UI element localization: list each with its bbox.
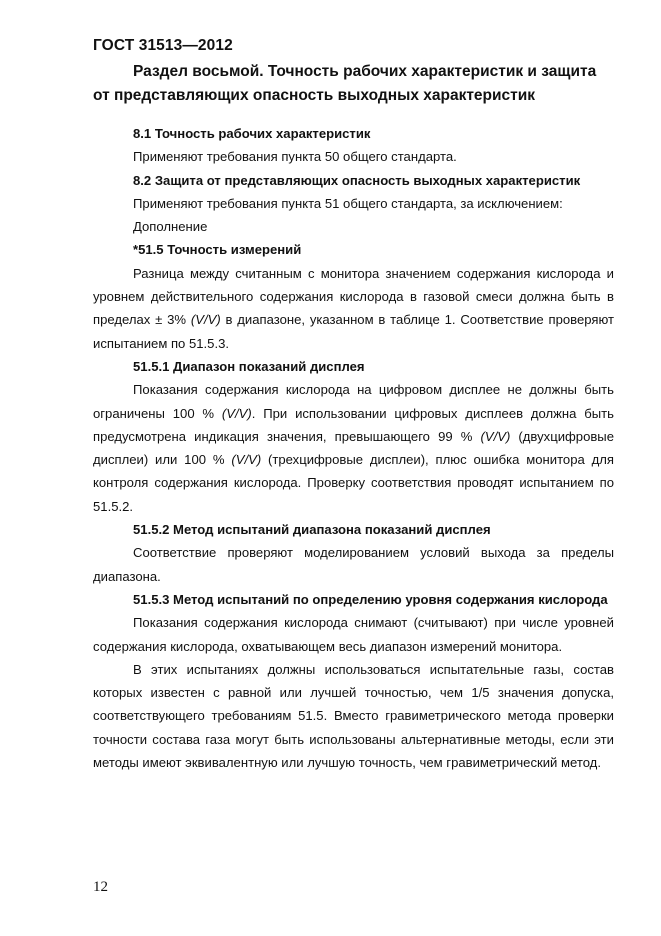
section-title-line-2: от представляющих опасность выходных характеристик xyxy=(93,87,536,104)
clause-51-5-3-heading: 51.5.3 Метод испытаний по определению уровня содержания кислорода xyxy=(133,591,608,607)
clause-51-5-1-text xyxy=(93,378,614,518)
clause-8-1-text: Применяют требования пункта 50 общего стандарта. xyxy=(133,149,457,165)
clause-51-5-1-text-part: (трехцифровые дисплеи), плюс ошибка монитора для контроля содержания кислорода. Проверку соответствия проводят испытанием по 51.5.2. xyxy=(93,452,614,514)
clause-8-2-text: Применяют требования пункта 51 общего стандарта, за исключением: xyxy=(133,195,563,211)
clause-51-5-2-text: Соответствие проверяют моделированием условий выхода за пределы диапазона. xyxy=(93,545,614,584)
clause-51-5-1-text-part: (двухцифровые дисплеи) или 100 % xyxy=(93,428,614,468)
unit-volume-fraction: (V/V) xyxy=(231,452,262,468)
unit-volume-fraction: (V/V) xyxy=(221,405,252,421)
clause-8-1-heading: 8.1 Точность рабочих характеристик xyxy=(133,126,371,141)
clause-51-5-heading: *51.5 Точность измерений xyxy=(133,242,302,258)
clause-8-2-heading: 8.2 Защита от представляющих опасность выходных характеристик xyxy=(133,172,581,188)
clause-51-5-1-heading: 51.5.1 Диапазон показаний дисплея xyxy=(133,358,365,374)
clause-51-5-1-text-part: Показания содержания кислорода на цифровом дисплее не должны быть ограничены 100 % xyxy=(93,382,614,421)
clause-51-5-1-text-part: . При использовании цифровых дисплеев должна быть предусмотрена индикация значения, превышающего 99 % xyxy=(93,405,614,444)
section-title-line-1: Раздел восьмой. Точность рабочих характеристик и защита xyxy=(133,63,597,80)
clause-51-5-text-part: в диапазоне, указанном в таблице 1. Соответствие проверяют испытанием по 51.5.3. xyxy=(93,312,614,351)
clause-51-5-text xyxy=(93,262,614,355)
document-body xyxy=(93,122,614,774)
document-id: ГОСТ 31513—2012 xyxy=(93,37,233,54)
unit-volume-fraction: (V/V) xyxy=(480,428,511,444)
clause-51-5-3-paragraph-1: Показания содержания кислорода снимают (считывают) при числе уровней содержания кислорода, охватывающем весь диапазон измерений монитора. xyxy=(93,615,614,654)
clause-51-5-3-paragraph-2: В этих испытаниях должны использоваться испытательные газы, состав которых известен с равной или лучшей точностью, чем 1/5 значения допуска, соответствующего требованиям 51.5. Вместо гравиметрического метода проверки точности состава газа могут быть использованы альтернативные методы, если эти методы имеют эквивалентную или лучшую точность, чем гравиметрический метод. xyxy=(93,661,614,771)
section-title xyxy=(93,60,614,108)
clause-51-5-2-heading: 51.5.2 Метод испытаний диапазона показаний дисплея xyxy=(133,522,491,538)
clause-51-5-text-part: Разница между считанным с монитора значением содержания кислорода и уровнем действительного содержания кислорода в газовой смеси должна быть в пределах ± 3% xyxy=(93,265,614,328)
page-number: 12 xyxy=(93,879,108,895)
unit-volume-fraction: (V/V) xyxy=(190,312,221,328)
clause-8-2-addition: Дополнение xyxy=(133,219,208,235)
